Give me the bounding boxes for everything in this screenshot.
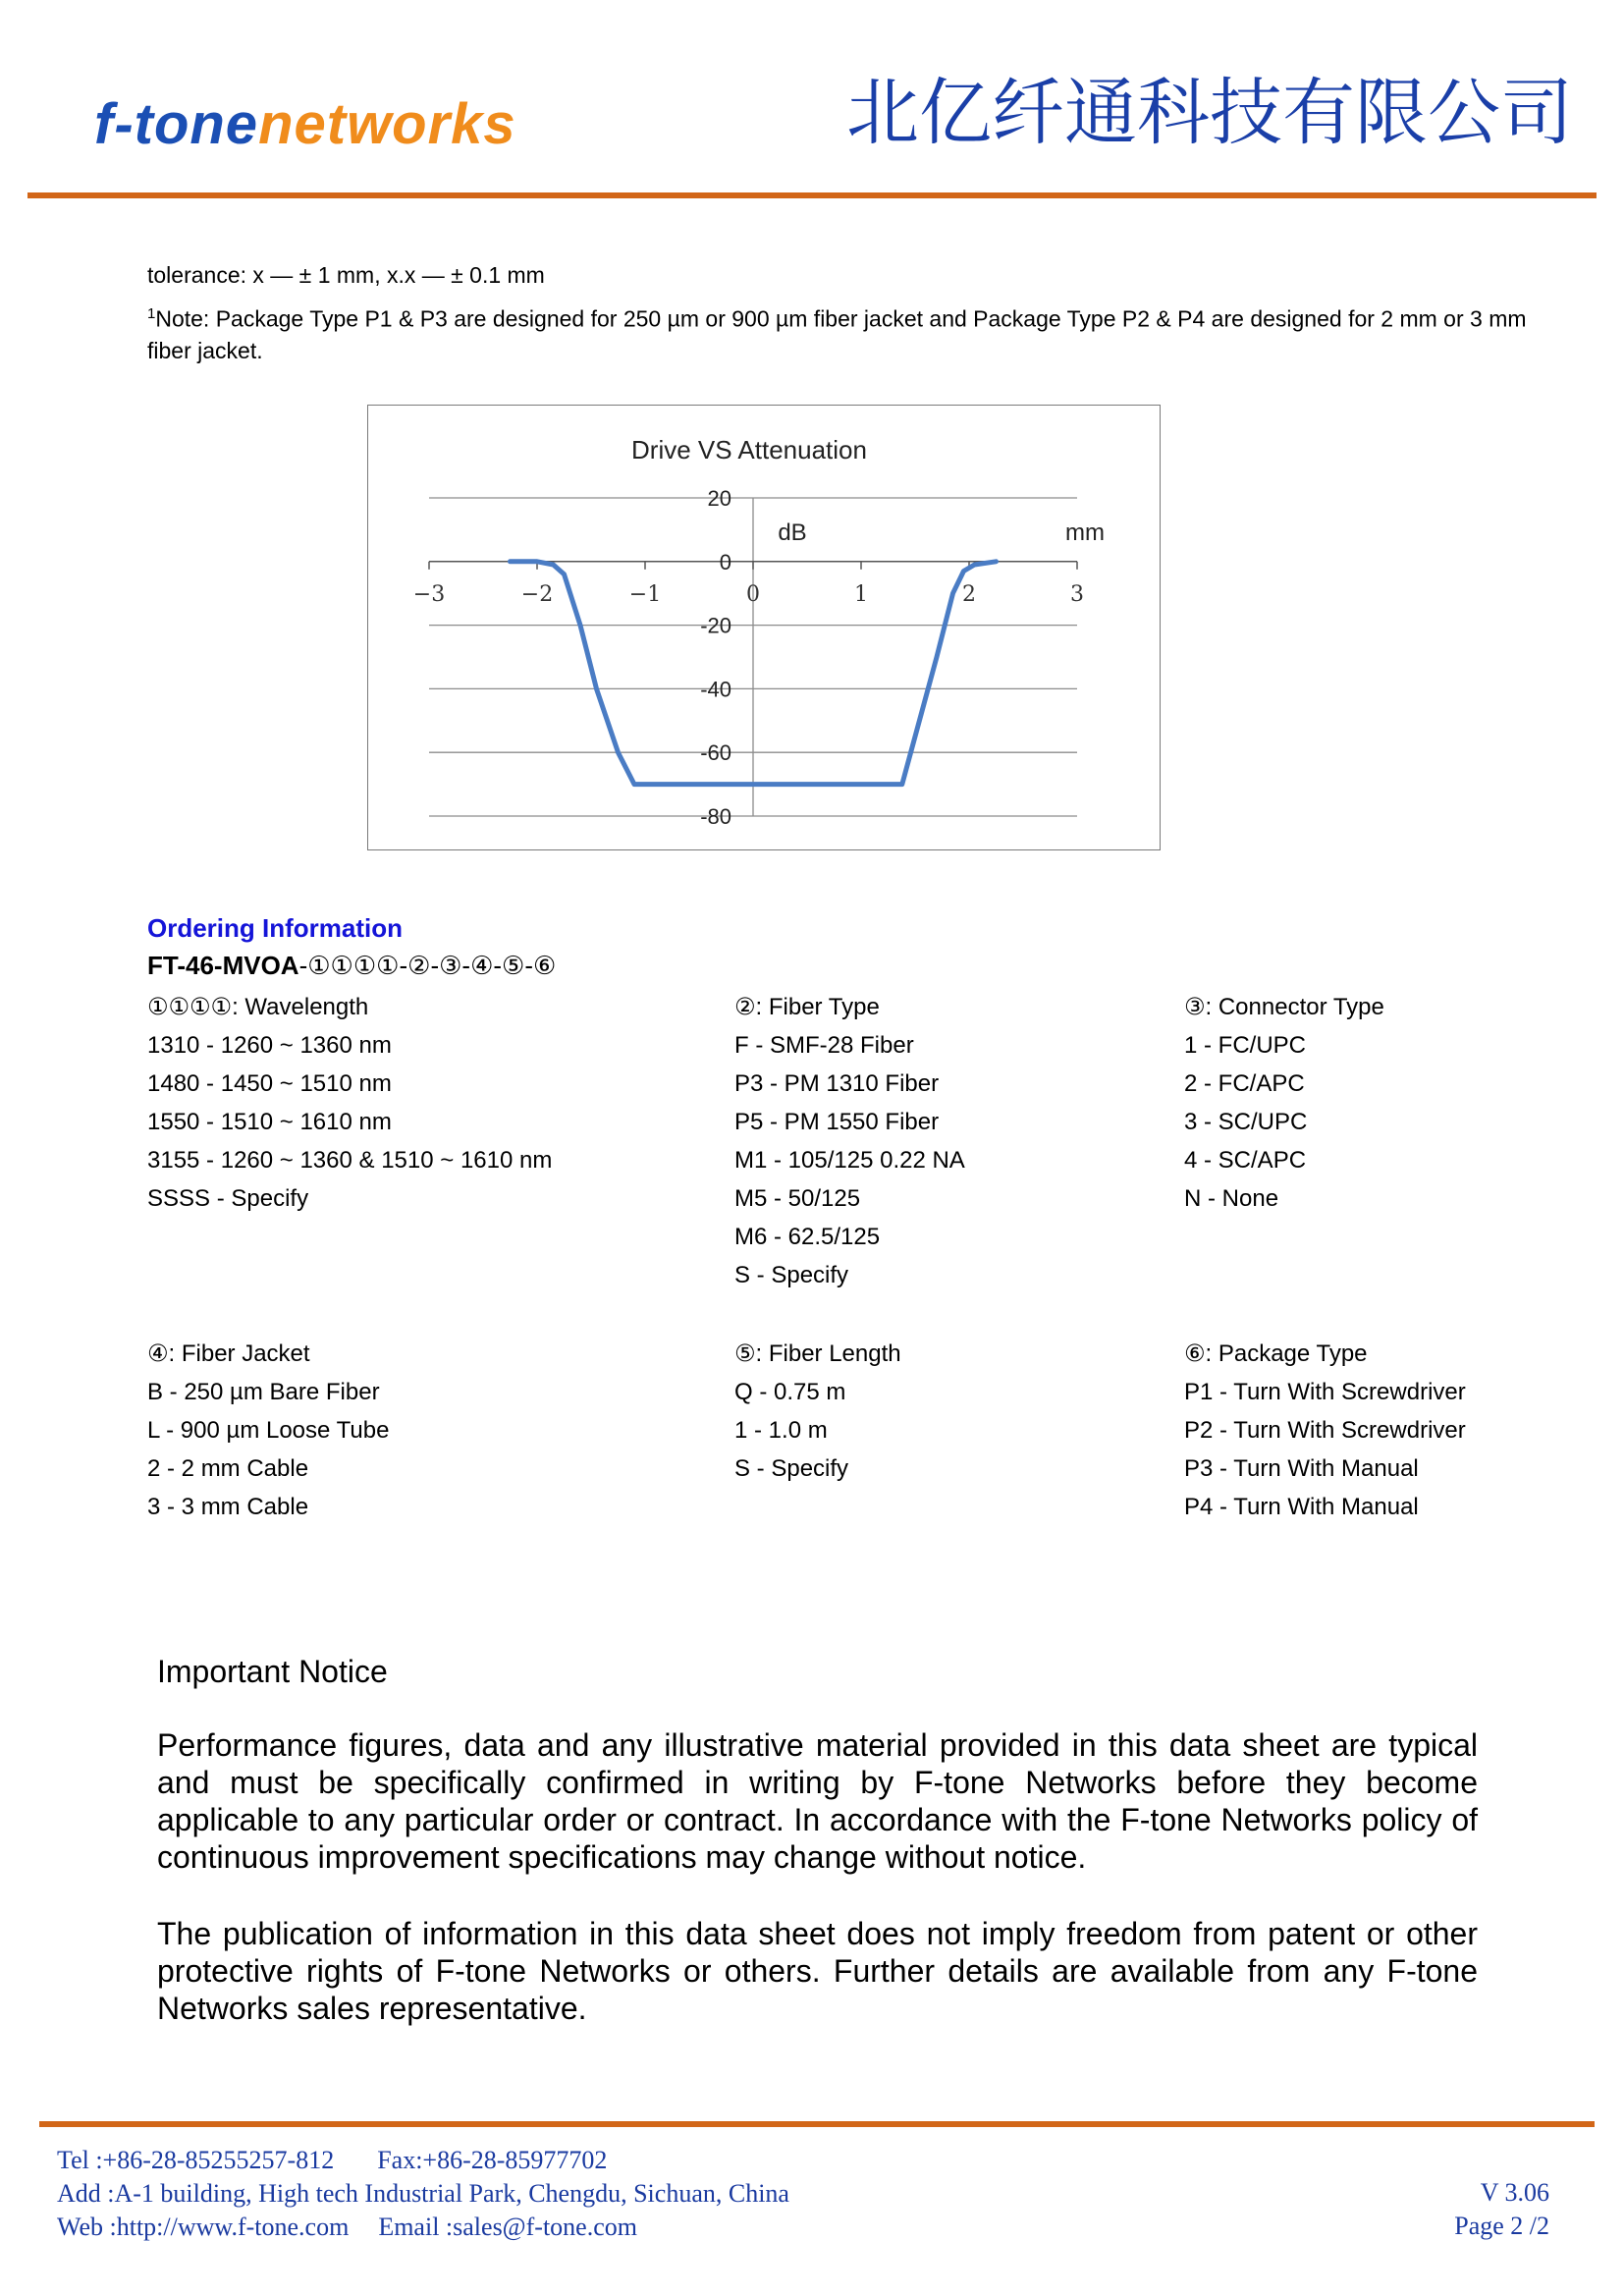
connector-type-heading: ③: Connector Type bbox=[1184, 994, 1384, 1020]
list-item: 3 - SC/UPC bbox=[1184, 1109, 1308, 1135]
notice-paragraph-1: Performance figures, data and any illustrative material provided in this data sheet are typical and must be specifically confirmed in writing by F-tone Networks before they become applicable to any particular order or contract. In accordance with the F-tone Networks policy of continuous improvement specifications may change without notice. bbox=[157, 1727, 1478, 1875]
fiber-length-section bbox=[734, 1335, 1186, 1488]
list-item: 1 - FC/UPC bbox=[1184, 1032, 1307, 1059]
footer-tel: Tel :+86-28-85255257-812 bbox=[57, 2146, 335, 2174]
list-item: M1 - 105/125 0.22 NA bbox=[734, 1147, 965, 1174]
tolerance-note: tolerance: x — ± 1 mm, x.x — ± 0.1 mm bbox=[147, 262, 545, 288]
list-item: N - None bbox=[1184, 1185, 1279, 1212]
y-tick-label: 20 bbox=[707, 486, 731, 511]
chart-title: Drive VS Attenuation bbox=[631, 435, 867, 465]
list-item: P3 - Turn With Manual bbox=[1184, 1455, 1419, 1482]
header-divider bbox=[27, 192, 1597, 198]
attenuation-chart bbox=[367, 405, 1161, 850]
x-tick-label: 0 bbox=[746, 581, 760, 607]
footer-address: Add :A-1 building, High tech Industrial Park, Chengdu, Sichuan, China bbox=[57, 2179, 789, 2208]
fiber-jacket-heading: ④: Fiber Jacket bbox=[147, 1340, 310, 1367]
notice-paragraph-2: The publication of information in this data sheet does not imply freedom from patent or other protective rights of F-tone Networks or others. Further details are available from any F-tone Networks sales representative. bbox=[157, 1916, 1478, 2026]
list-item: 3 - 3 mm Cable bbox=[147, 1494, 309, 1520]
y-axis-label: dB bbox=[778, 519, 807, 546]
part-number-prefix: FT-46-MVOA bbox=[147, 951, 299, 980]
footer-version-info bbox=[1454, 2176, 1549, 2243]
footnote-text: Note: Package Type P1 & P3 are designed for 250 µm or 900 µm fiber jacket and Package Type P2 & P4 are designed for 2 mm or 3 mm fiber jacket. bbox=[147, 305, 1527, 363]
list-item: M6 - 62.5/125 bbox=[734, 1224, 881, 1250]
list-item: 2 - FC/APC bbox=[1184, 1070, 1305, 1097]
list-item: F - SMF-28 Fiber bbox=[734, 1032, 914, 1059]
footer-contact bbox=[57, 2144, 789, 2244]
footer-web-link[interactable]: Web :http://www.f-tone.com bbox=[57, 2213, 350, 2241]
fiber-type-section bbox=[734, 988, 1186, 1294]
x-tick-label: −2 bbox=[520, 581, 554, 607]
y-tick-label: -40 bbox=[700, 677, 731, 702]
footnote-mark: 1 bbox=[147, 305, 156, 322]
chart-svg bbox=[368, 406, 1160, 849]
package-type-section bbox=[1184, 1335, 1624, 1526]
list-item: M5 - 50/125 bbox=[734, 1185, 861, 1212]
part-number-format bbox=[147, 951, 556, 981]
y-tick-label: -80 bbox=[700, 804, 731, 829]
page-number: Page 2 /2 bbox=[1454, 2212, 1549, 2240]
list-item: P5 - PM 1550 Fiber bbox=[734, 1109, 940, 1135]
ordering-title: Ordering Information bbox=[147, 913, 403, 943]
list-item: S - Specify bbox=[734, 1455, 849, 1482]
list-item: Q - 0.75 m bbox=[734, 1379, 846, 1405]
list-item: P4 - Turn With Manual bbox=[1184, 1494, 1419, 1520]
fiber-jacket-section bbox=[147, 1335, 599, 1526]
list-item: L - 900 µm Loose Tube bbox=[147, 1417, 390, 1444]
x-tick-label: −3 bbox=[412, 581, 446, 607]
footer-email-link[interactable]: Email :sales@f-tone.com bbox=[378, 2213, 637, 2241]
x-tick-label: 3 bbox=[1070, 581, 1084, 607]
package-footnote bbox=[147, 299, 1542, 366]
list-item: 1480 - 1450 ~ 1510 nm bbox=[147, 1070, 392, 1097]
list-item: 4 - SC/APC bbox=[1184, 1147, 1307, 1174]
y-tick-label: 0 bbox=[719, 549, 731, 574]
list-item: 1550 - 1510 ~ 1610 nm bbox=[147, 1109, 392, 1135]
list-item: B - 250 µm Bare Fiber bbox=[147, 1379, 380, 1405]
list-item: 3155 - 1260 ~ 1360 & 1510 ~ 1610 nm bbox=[147, 1147, 553, 1174]
list-item: 1 - 1.0 m bbox=[734, 1417, 828, 1444]
list-item: S - Specify bbox=[734, 1262, 849, 1288]
footer-fax: Fax:+86-28-85977702 bbox=[377, 2146, 608, 2174]
notice-title: Important Notice bbox=[157, 1654, 388, 1689]
x-axis-label: mm bbox=[1065, 519, 1105, 546]
list-item: P3 - PM 1310 Fiber bbox=[734, 1070, 940, 1097]
part-number-suffix: -①①①①-②-③-④-⑤-⑥ bbox=[298, 951, 557, 980]
wavelength-heading: ①①①①: Wavelength bbox=[147, 994, 369, 1020]
list-item: SSSS - Specify bbox=[147, 1185, 309, 1212]
x-tick-label: 1 bbox=[854, 581, 868, 607]
wavelength-section bbox=[147, 988, 599, 1218]
list-item: 2 - 2 mm Cable bbox=[147, 1455, 309, 1482]
y-tick-label: -60 bbox=[700, 740, 731, 766]
fiber-type-heading: ②: Fiber Type bbox=[734, 994, 880, 1020]
list-item: 1310 - 1260 ~ 1360 nm bbox=[147, 1032, 392, 1059]
company-logo bbox=[94, 92, 516, 156]
logo-text-networks: networks bbox=[258, 92, 516, 156]
version-label: V 3.06 bbox=[1480, 2178, 1549, 2207]
package-type-heading: ⑥: Package Type bbox=[1184, 1340, 1368, 1367]
company-name-chinese: 北亿纤通科技有限公司 bbox=[846, 71, 1573, 155]
list-item: P1 - Turn With Screwdriver bbox=[1184, 1379, 1466, 1405]
x-tick-label: −1 bbox=[628, 581, 662, 607]
connector-type-section bbox=[1184, 988, 1624, 1218]
y-tick-label: -20 bbox=[700, 613, 731, 638]
x-tick-label: 2 bbox=[962, 581, 976, 607]
fiber-length-heading: ⑤: Fiber Length bbox=[734, 1340, 901, 1367]
list-item: P2 - Turn With Screwdriver bbox=[1184, 1417, 1466, 1444]
logo-text-ftone: f-tone bbox=[94, 92, 259, 156]
footer-divider bbox=[39, 2121, 1595, 2127]
